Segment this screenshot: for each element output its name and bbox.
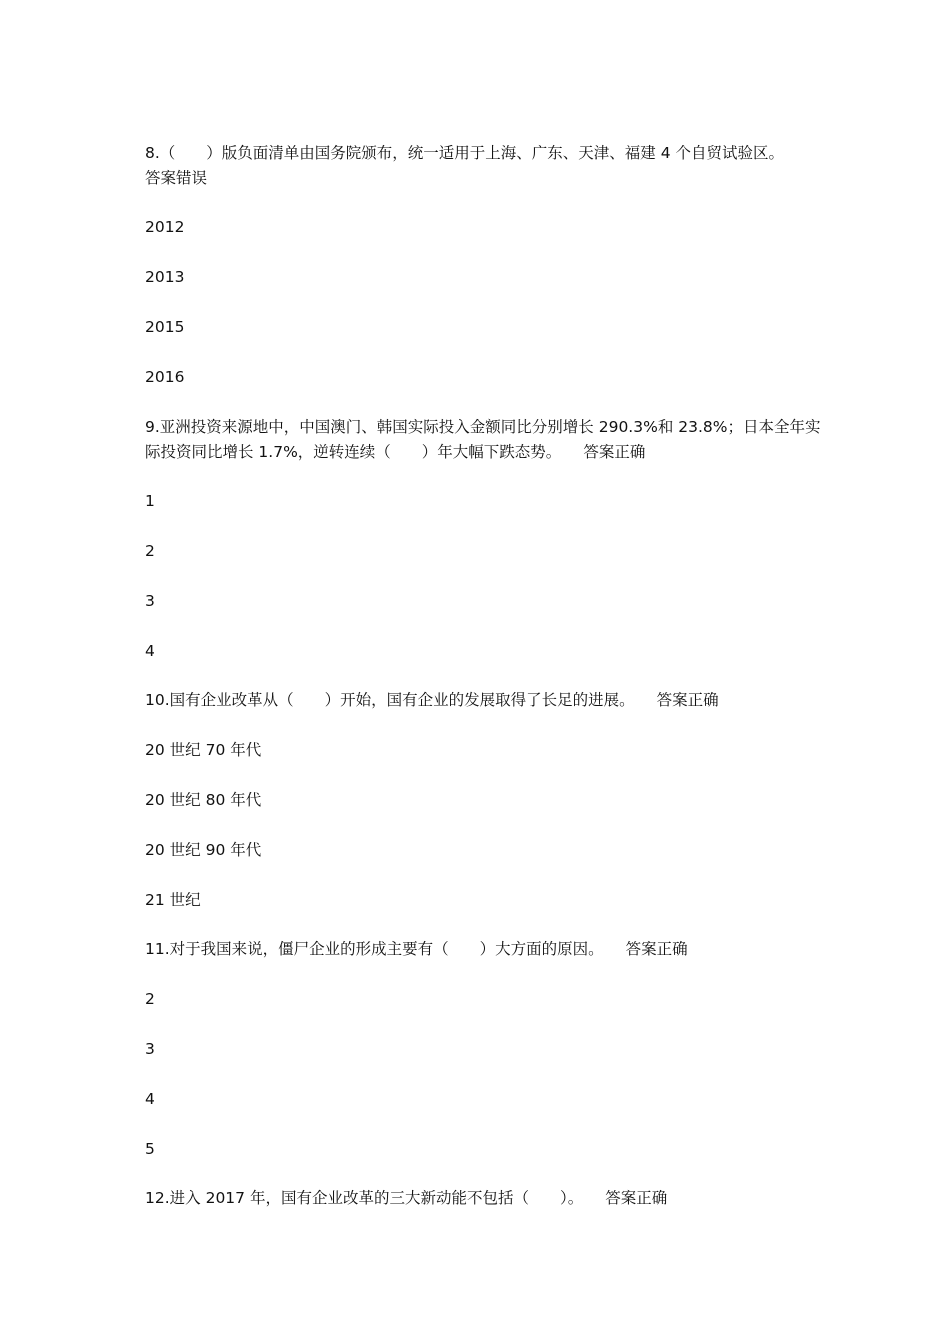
option: 2016 (145, 368, 185, 386)
question-10 (145, 688, 825, 713)
question-11 (145, 937, 825, 962)
question-12 (145, 1186, 825, 1211)
option: 2 (145, 990, 155, 1008)
answer-status: 答案正确 (583, 443, 646, 461)
option: 20 世纪 70 年代 (145, 741, 262, 759)
option: 20 世纪 80 年代 (145, 791, 262, 809)
option: 1 (145, 492, 155, 510)
question-text: 11.对于我国来说，僵尸企业的形成主要有（ ）大方面的原因。 (145, 940, 604, 958)
question-9 (145, 415, 825, 465)
option: 4 (145, 642, 155, 660)
question-text: 9.亚洲投资来源地中，中国澳门、韩国实际投入金额同比分别增长 290.3%和 23.8%；日本全年实际投资同比增长 1.7%，逆转连续（ ）年大幅下跌态势。 (145, 418, 821, 461)
answer-status: 答案正确 (605, 1189, 668, 1207)
option: 4 (145, 1090, 155, 1108)
question-text: 10.国有企业改革从（ ）开始，国有企业的发展取得了长足的进展。 (145, 691, 635, 709)
option: 2012 (145, 218, 185, 236)
option: 3 (145, 1040, 155, 1058)
option: 3 (145, 592, 155, 610)
answer-status: 答案错误 (145, 169, 208, 187)
option: 2 (145, 542, 155, 560)
question-8 (145, 141, 784, 191)
option: 5 (145, 1140, 155, 1158)
option: 2013 (145, 268, 185, 286)
answer-status: 答案正确 (625, 940, 688, 958)
question-text: 12.进入 2017 年，国有企业改革的三大新动能不包括（ ）。 (145, 1189, 584, 1207)
option: 2015 (145, 318, 185, 336)
answer-status: 答案正确 (656, 691, 719, 709)
option: 20 世纪 90 年代 (145, 841, 262, 859)
question-text: 8.（ ）版负面清单由国务院颁布，统一适用于上海、广东、天津、福建 4 个自贸试验区。 (145, 144, 785, 162)
option: 21 世纪 (145, 891, 201, 909)
